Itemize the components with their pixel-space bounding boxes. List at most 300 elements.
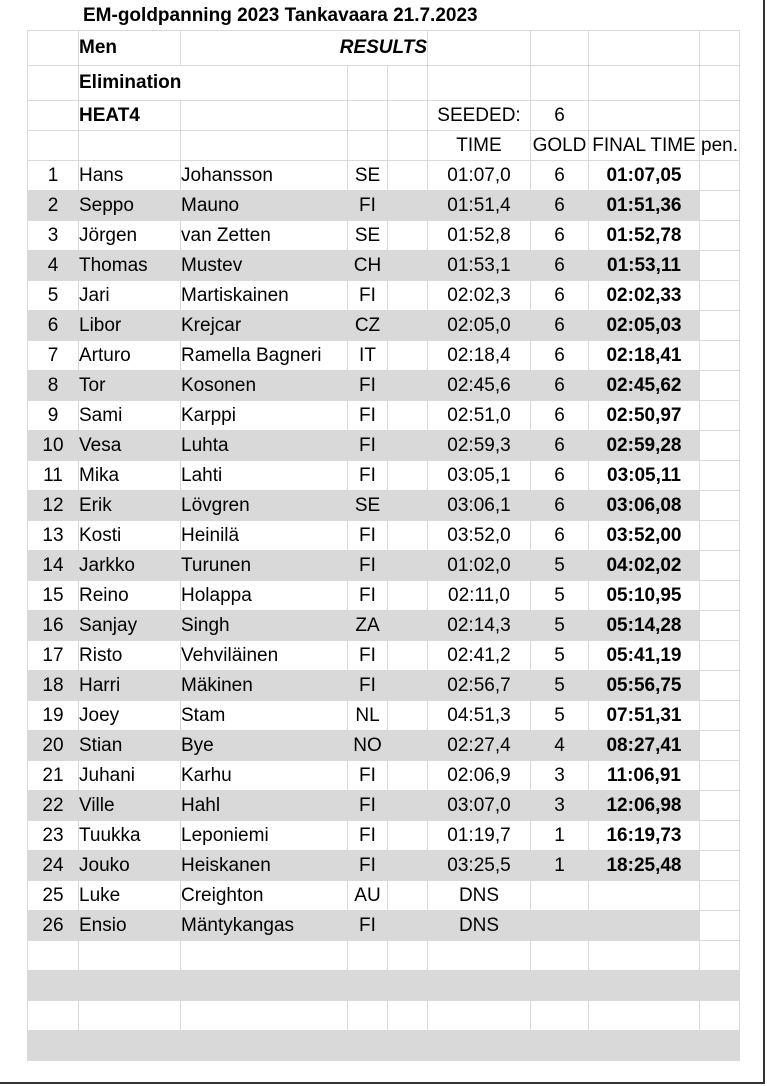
- pen-cell: [700, 401, 740, 431]
- first-name: Risto: [79, 641, 181, 671]
- final-time-value: 11:06,91: [589, 761, 700, 791]
- time-value: 01:02,0: [428, 551, 531, 581]
- first-name: Stian: [79, 731, 181, 761]
- first-name: Hans: [79, 161, 181, 191]
- empty-cell: [181, 1031, 348, 1061]
- position: 7: [28, 341, 79, 371]
- table-row: [28, 671, 740, 701]
- gold-count: 5: [531, 701, 589, 731]
- last-name: Johansson: [181, 161, 348, 191]
- first-name: Harri: [79, 671, 181, 701]
- last-name: Heinilä: [181, 521, 348, 551]
- position: 14: [28, 551, 79, 581]
- time-value: DNS: [428, 881, 531, 911]
- table-row: [28, 851, 740, 881]
- table-row: [28, 431, 740, 461]
- final-time-value: 02:05,03: [589, 311, 700, 341]
- country-code: NO: [348, 731, 388, 761]
- table-row: [28, 581, 740, 611]
- empty-cell: [79, 971, 181, 1001]
- gold-count: 6: [531, 491, 589, 521]
- header-row-category: [28, 31, 740, 66]
- empty-cell: [79, 1031, 181, 1061]
- last-name: Holappa: [181, 581, 348, 611]
- gold-count: 6: [531, 341, 589, 371]
- last-name: Mauno: [181, 191, 348, 221]
- table-row: [28, 641, 740, 671]
- position: 10: [28, 431, 79, 461]
- final-time-value: 05:14,28: [589, 611, 700, 641]
- final-time-value: 01:52,78: [589, 221, 700, 251]
- spacer-cell: [388, 881, 428, 911]
- table-row: [28, 611, 740, 641]
- table-row: [28, 521, 740, 551]
- last-name: Mäntykangas: [181, 911, 348, 941]
- spacer-cell: [388, 761, 428, 791]
- spacer-cell: [388, 551, 428, 581]
- time-value: 02:59,3: [428, 431, 531, 461]
- country-code: FI: [348, 911, 388, 941]
- country-code: NL: [348, 701, 388, 731]
- final-time-value: 07:51,31: [589, 701, 700, 731]
- spacer-cell: [388, 191, 428, 221]
- column-header-pen: pen.: [700, 131, 740, 161]
- gold-count: 6: [531, 251, 589, 281]
- position: 18: [28, 671, 79, 701]
- category-label: Men: [79, 31, 181, 66]
- header-row-heat: [28, 101, 740, 131]
- spacer-cell: [388, 851, 428, 881]
- empty-cell: [388, 971, 428, 1001]
- country-code: CH: [348, 251, 388, 281]
- time-value: 02:18,4: [428, 341, 531, 371]
- empty-row: [28, 1031, 740, 1061]
- first-name: Jouko: [79, 851, 181, 881]
- empty-cell: [531, 941, 589, 971]
- spacer-cell: [388, 251, 428, 281]
- final-time-value: 02:02,33: [589, 281, 700, 311]
- time-value: 02:14,3: [428, 611, 531, 641]
- pen-cell: [700, 671, 740, 701]
- empty-cell: [428, 941, 531, 971]
- final-time-value: 08:27,41: [589, 731, 700, 761]
- time-value: 01:52,8: [428, 221, 531, 251]
- spacer-cell: [388, 431, 428, 461]
- last-name: Lahti: [181, 461, 348, 491]
- first-name: Tor: [79, 371, 181, 401]
- pen-cell: [700, 161, 740, 191]
- time-value: 02:06,9: [428, 761, 531, 791]
- results-table: [27, 30, 740, 1061]
- gold-count: 5: [531, 551, 589, 581]
- empty-cell: [589, 1031, 700, 1061]
- position: 17: [28, 641, 79, 671]
- final-time-value: 16:19,73: [589, 821, 700, 851]
- time-value: 02:45,6: [428, 371, 531, 401]
- gold-count: 6: [531, 401, 589, 431]
- position: 22: [28, 791, 79, 821]
- time-value: 02:51,0: [428, 401, 531, 431]
- table-row: [28, 341, 740, 371]
- final-time-value: [589, 881, 700, 911]
- last-name: Singh: [181, 611, 348, 641]
- first-name: Seppo: [79, 191, 181, 221]
- last-name: Luhta: [181, 431, 348, 461]
- first-name: Joey: [79, 701, 181, 731]
- empty-cell: [181, 971, 348, 1001]
- position: 2: [28, 191, 79, 221]
- last-name: Krejcar: [181, 311, 348, 341]
- last-name: Karhu: [181, 761, 348, 791]
- column-header-final-time: FINAL TIME: [589, 131, 700, 161]
- pen-cell: [700, 281, 740, 311]
- last-name: Karppi: [181, 401, 348, 431]
- gold-count: 1: [531, 821, 589, 851]
- time-value: 02:56,7: [428, 671, 531, 701]
- table-row: [28, 881, 740, 911]
- gold-count: 6: [531, 431, 589, 461]
- time-value: 02:11,0: [428, 581, 531, 611]
- country-code: FI: [348, 671, 388, 701]
- empty-cell: [700, 1031, 740, 1061]
- empty-cell: [531, 1031, 589, 1061]
- first-name: Jari: [79, 281, 181, 311]
- final-time-value: 12:06,98: [589, 791, 700, 821]
- first-name: Thomas: [79, 251, 181, 281]
- time-value: 03:52,0: [428, 521, 531, 551]
- empty-cell: [348, 1031, 388, 1061]
- time-value: 01:51,4: [428, 191, 531, 221]
- gold-count: 6: [531, 191, 589, 221]
- spacer-cell: [388, 611, 428, 641]
- empty-cell: [589, 941, 700, 971]
- column-header-row: [28, 131, 740, 161]
- position: 15: [28, 581, 79, 611]
- country-code: FI: [348, 761, 388, 791]
- table-row: [28, 791, 740, 821]
- empty-row: [28, 1001, 740, 1031]
- first-name: Libor: [79, 311, 181, 341]
- first-name: Jarkko: [79, 551, 181, 581]
- gold-count: 6: [531, 311, 589, 341]
- first-name: Arturo: [79, 341, 181, 371]
- pen-cell: [700, 521, 740, 551]
- pen-cell: [700, 761, 740, 791]
- empty-cell: [28, 1001, 79, 1031]
- position: 26: [28, 911, 79, 941]
- position: 23: [28, 821, 79, 851]
- page-title: EM-goldpanning 2023 Tankavaara 21.7.2023: [83, 5, 478, 26]
- empty-cell: [388, 941, 428, 971]
- last-name: Mustev: [181, 251, 348, 281]
- spacer-cell: [388, 911, 428, 941]
- last-name: Ramella Bagneri: [181, 341, 348, 371]
- position: 9: [28, 401, 79, 431]
- country-code: FI: [348, 791, 388, 821]
- gold-count: 6: [531, 281, 589, 311]
- table-row: [28, 311, 740, 341]
- table-row: [28, 761, 740, 791]
- pen-cell: [700, 431, 740, 461]
- first-name: Kosti: [79, 521, 181, 551]
- final-time-value: 01:53,11: [589, 251, 700, 281]
- pen-cell: [700, 641, 740, 671]
- empty-cell: [589, 1001, 700, 1031]
- pen-cell: [700, 341, 740, 371]
- time-value: 01:07,0: [428, 161, 531, 191]
- table-row: [28, 221, 740, 251]
- empty-cell: [181, 941, 348, 971]
- final-time-value: 02:59,28: [589, 431, 700, 461]
- empty-cell: [531, 971, 589, 1001]
- time-value: 03:07,0: [428, 791, 531, 821]
- first-name: Sanjay: [79, 611, 181, 641]
- first-name: Vesa: [79, 431, 181, 461]
- time-value: 03:05,1: [428, 461, 531, 491]
- spacer-cell: [388, 641, 428, 671]
- pen-cell: [700, 551, 740, 581]
- time-value: 01:19,7: [428, 821, 531, 851]
- spacer-cell: [388, 461, 428, 491]
- empty-cell: [79, 1001, 181, 1031]
- empty-cell: [28, 971, 79, 1001]
- spacer-cell: [388, 521, 428, 551]
- country-code: FI: [348, 581, 388, 611]
- last-name: Heiskanen: [181, 851, 348, 881]
- empty-cell: [428, 1031, 531, 1061]
- empty-cell: [531, 1001, 589, 1031]
- final-time-value: 03:06,08: [589, 491, 700, 521]
- time-value: DNS: [428, 911, 531, 941]
- country-code: FI: [348, 641, 388, 671]
- seeded-value: 6: [531, 101, 589, 131]
- final-time-value: 04:02,02: [589, 551, 700, 581]
- heat-label: HEAT4: [79, 101, 181, 131]
- table-row: [28, 911, 740, 941]
- results-label: RESULTS: [181, 31, 428, 66]
- pen-cell: [700, 701, 740, 731]
- first-name: Ville: [79, 791, 181, 821]
- empty-cell: [79, 941, 181, 971]
- empty-cell: [348, 941, 388, 971]
- gold-count: 6: [531, 371, 589, 401]
- final-time-value: 05:41,19: [589, 641, 700, 671]
- column-header-gold: GOLD: [531, 131, 589, 161]
- time-value: 01:53,1: [428, 251, 531, 281]
- table-row: [28, 401, 740, 431]
- first-name: Luke: [79, 881, 181, 911]
- last-name: Turunen: [181, 551, 348, 581]
- country-code: SE: [348, 491, 388, 521]
- time-value: 02:27,4: [428, 731, 531, 761]
- first-name: Ensio: [79, 911, 181, 941]
- position: 5: [28, 281, 79, 311]
- position: 19: [28, 701, 79, 731]
- position: 24: [28, 851, 79, 881]
- gold-count: 4: [531, 731, 589, 761]
- spacer-cell: [388, 221, 428, 251]
- time-value: 04:51,3: [428, 701, 531, 731]
- pen-cell: [700, 491, 740, 521]
- gold-count: 6: [531, 221, 589, 251]
- time-value: 02:02,3: [428, 281, 531, 311]
- table-row: [28, 701, 740, 731]
- round-label: Elimination: [79, 66, 348, 101]
- country-code: IT: [348, 341, 388, 371]
- pen-cell: [700, 251, 740, 281]
- empty-cell: [28, 1031, 79, 1061]
- country-code: FI: [348, 431, 388, 461]
- final-time-value: 03:05,11: [589, 461, 700, 491]
- table-row: [28, 461, 740, 491]
- pen-cell: [700, 311, 740, 341]
- empty-cell: [428, 971, 531, 1001]
- first-name: Tuukka: [79, 821, 181, 851]
- pen-cell: [700, 611, 740, 641]
- position: 1: [28, 161, 79, 191]
- gold-count: 5: [531, 581, 589, 611]
- final-time-value: 01:07,05: [589, 161, 700, 191]
- empty-cell: [700, 971, 740, 1001]
- first-name: Sami: [79, 401, 181, 431]
- country-code: FI: [348, 521, 388, 551]
- position: 3: [28, 221, 79, 251]
- empty-cell: [181, 1001, 348, 1031]
- gold-count: 5: [531, 671, 589, 701]
- pen-cell: [700, 911, 740, 941]
- gold-count: 6: [531, 161, 589, 191]
- spacer-cell: [388, 701, 428, 731]
- empty-cell: [348, 971, 388, 1001]
- last-name: Kosonen: [181, 371, 348, 401]
- position: 13: [28, 521, 79, 551]
- table-row: [28, 491, 740, 521]
- country-code: SE: [348, 221, 388, 251]
- table-row: [28, 251, 740, 281]
- spacer-cell: [388, 491, 428, 521]
- pen-cell: [700, 821, 740, 851]
- position: 8: [28, 371, 79, 401]
- empty-cell: [348, 1001, 388, 1031]
- empty-cell: [28, 941, 79, 971]
- country-code: AU: [348, 881, 388, 911]
- final-time-value: [589, 911, 700, 941]
- time-value: 03:25,5: [428, 851, 531, 881]
- empty-cell: [388, 1001, 428, 1031]
- spacer-cell: [388, 581, 428, 611]
- spacer-cell: [388, 671, 428, 701]
- last-name: Leponiemi: [181, 821, 348, 851]
- country-code: FI: [348, 851, 388, 881]
- final-time-value: 02:50,97: [589, 401, 700, 431]
- final-time-value: 03:52,00: [589, 521, 700, 551]
- position: 20: [28, 731, 79, 761]
- pen-cell: [700, 221, 740, 251]
- gold-count: 1: [531, 851, 589, 881]
- country-code: FI: [348, 191, 388, 221]
- country-code: ZA: [348, 611, 388, 641]
- empty-row: [28, 971, 740, 1001]
- empty-cell: [700, 1001, 740, 1031]
- position: 12: [28, 491, 79, 521]
- final-time-value: 05:10,95: [589, 581, 700, 611]
- last-name: Hahl: [181, 791, 348, 821]
- final-time-value: 18:25,48: [589, 851, 700, 881]
- pen-cell: [700, 461, 740, 491]
- time-value: 03:06,1: [428, 491, 531, 521]
- country-code: FI: [348, 821, 388, 851]
- gold-count: 3: [531, 791, 589, 821]
- spacer-cell: [388, 311, 428, 341]
- gold-count: 6: [531, 461, 589, 491]
- country-code: FI: [348, 401, 388, 431]
- first-name: Erik: [79, 491, 181, 521]
- pen-cell: [700, 191, 740, 221]
- table-row: [28, 551, 740, 581]
- position: 4: [28, 251, 79, 281]
- gold-count: 6: [531, 521, 589, 551]
- last-name: Vehviläinen: [181, 641, 348, 671]
- pen-cell: [700, 881, 740, 911]
- first-name: Jörgen: [79, 221, 181, 251]
- spacer-cell: [388, 821, 428, 851]
- spacer-cell: [388, 401, 428, 431]
- header-row-round: [28, 66, 740, 101]
- first-name: Juhani: [79, 761, 181, 791]
- final-time-value: 02:18,41: [589, 341, 700, 371]
- gold-count: [531, 881, 589, 911]
- pen-cell: [700, 791, 740, 821]
- table-row: [28, 821, 740, 851]
- table-row: [28, 731, 740, 761]
- time-value: 02:41,2: [428, 641, 531, 671]
- position: 6: [28, 311, 79, 341]
- pen-cell: [700, 371, 740, 401]
- time-value: 02:05,0: [428, 311, 531, 341]
- country-code: SE: [348, 161, 388, 191]
- final-time-value: 01:51,36: [589, 191, 700, 221]
- country-code: FI: [348, 371, 388, 401]
- gold-count: 5: [531, 611, 589, 641]
- position: 11: [28, 461, 79, 491]
- position: 25: [28, 881, 79, 911]
- empty-row: [28, 941, 740, 971]
- country-code: FI: [348, 281, 388, 311]
- spacer-cell: [388, 371, 428, 401]
- table-row: [28, 161, 740, 191]
- table-row: [28, 191, 740, 221]
- spacer-cell: [388, 161, 428, 191]
- spacer-cell: [388, 791, 428, 821]
- last-name: van Zetten: [181, 221, 348, 251]
- spacer-cell: [388, 341, 428, 371]
- table-row: [28, 371, 740, 401]
- first-name: Reino: [79, 581, 181, 611]
- empty-cell: [589, 971, 700, 1001]
- empty-cell: [428, 1001, 531, 1031]
- spacer-cell: [388, 281, 428, 311]
- last-name: Bye: [181, 731, 348, 761]
- empty-cell: [388, 1031, 428, 1061]
- gold-count: 5: [531, 641, 589, 671]
- pen-cell: [700, 851, 740, 881]
- last-name: Mäkinen: [181, 671, 348, 701]
- pen-cell: [700, 731, 740, 761]
- country-code: FI: [348, 551, 388, 581]
- last-name: Creighton: [181, 881, 348, 911]
- final-time-value: 05:56,75: [589, 671, 700, 701]
- spacer-cell: [388, 731, 428, 761]
